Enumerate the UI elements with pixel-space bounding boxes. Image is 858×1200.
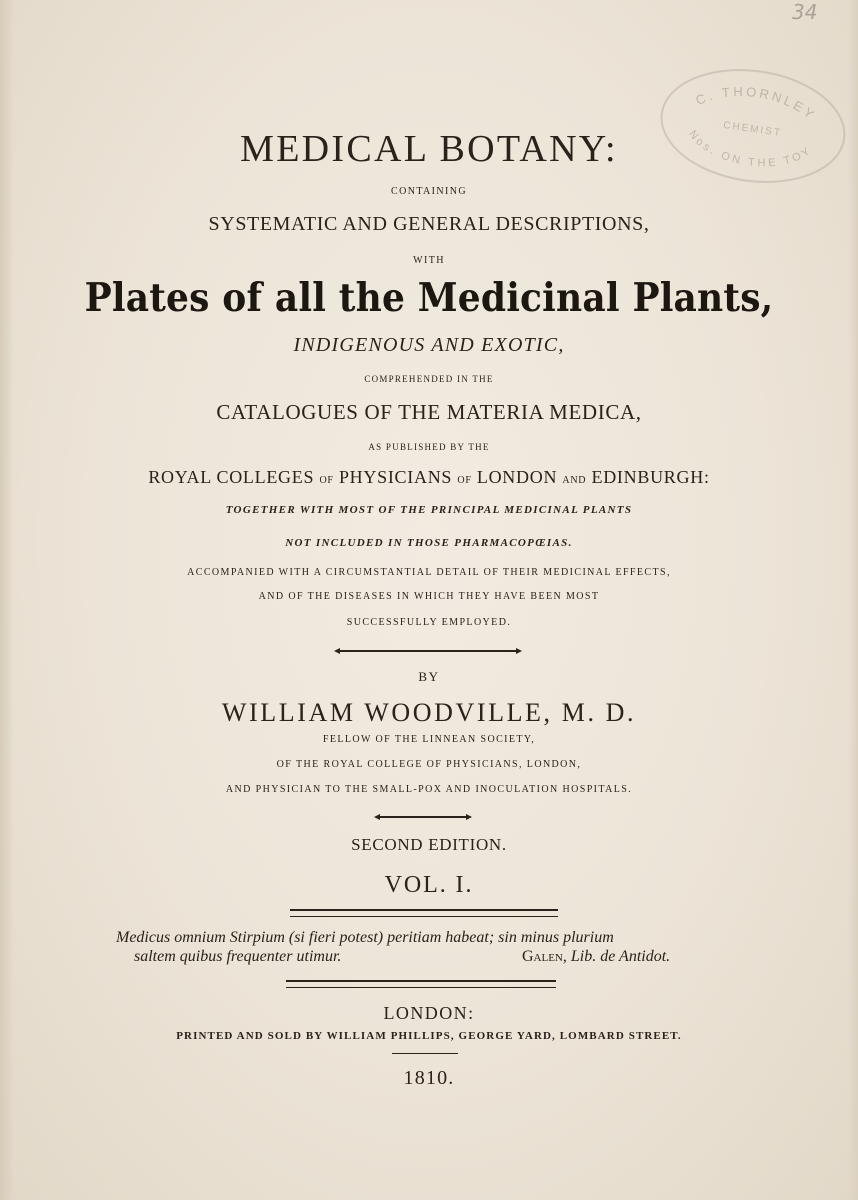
colleges-of: OF [457,475,472,486]
colleges-edinburgh: EDINBURGH: [591,467,710,487]
attribution-work: Lib. de Antidot. [570,948,671,965]
year-line: 1810. [403,1067,455,1089]
volume-line: VOL. I. [384,872,474,898]
catalogues-line: CATALOGUES OF THE MATERIA MEDICA, [216,400,642,424]
pencil-mark: 34 [792,0,818,24]
college-line: OF THE ROYAL COLLEGE OF PHYSICIANS, LONDON, [276,759,582,770]
quote-line-2: saltem quibus frequenter utimur. [134,948,342,965]
colleges-and: AND [562,475,587,486]
quote-line-1: Medicus omnium Stirpium (si fieri potest) peritiam habeat; sin minus plurium [116,929,614,946]
comprehended-line: COMPREHENDED IN THE [364,374,494,384]
book-title: MEDICAL BOTANY: [240,128,618,170]
double-rule [286,980,556,988]
published-line: AS PUBLISHED BY THE [368,442,490,452]
colleges-royal: ROYAL COLLEGES [148,467,315,487]
edition-line: SECOND EDITION. [351,835,507,854]
containing-label: CONTAINING [391,186,467,197]
accompanied-line-3: SUCCESSFULLY EMPLOYED. [346,617,512,628]
stamp-line2: CHEMIST [722,119,783,140]
printer-line: PRINTED AND SOLD BY WILLIAM PHILLIPS, GEORGE YARD, LOMBARD STREET. [176,1030,682,1042]
accompanied-line-1: ACCOMPANIED WITH A CIRCUMSTANTIAL DETAIL OF THEIR MEDICINAL EFFECTS, [187,567,671,578]
attribution-name: Galen, [522,948,567,965]
double-rule [290,909,558,917]
ornamental-rule [340,650,516,652]
descriptions-line: SYSTEMATIC AND GENERAL DESCRIPTIONS, [208,213,650,235]
fellow-line: FELLOW OF THE LINNEAN SOCIETY, [322,734,536,745]
with-label: WITH [413,255,445,266]
physician-line: AND PHYSICIAN TO THE SMALL-POX AND INOCULATION HOSPITALS. [225,784,633,795]
plates-line: Plates of all the Medicinal Plants, [84,275,774,321]
colleges-london: LONDON [476,467,558,487]
stamp-line1: C. THORNLEY [693,84,820,124]
library-stamp [653,58,853,195]
by-label: BY [418,669,440,684]
accompanied-line-2: AND OF THE DISEASES IN WHICH THEY HAVE BEEN MOST [258,591,600,602]
not-included-line: NOT INCLUDED IN THOSE PHARMACOPŒIAS. [285,537,573,549]
stamp-line3: Nos. ON THE TOY [686,128,815,170]
svg-text:C. THORNLEY [692,76,822,124]
colleges-physicians: PHYSICIANS [338,467,453,487]
colleges-of: OF [319,475,334,486]
city-line: LONDON: [383,1003,475,1023]
together-line: TOGETHER WITH MOST OF THE PRINCIPAL MEDICINAL PLANTS [225,504,633,516]
ornamental-rule [380,816,466,818]
short-rule [392,1053,458,1054]
author-name: WILLIAM WOODVILLE, M. D. [221,698,637,727]
colleges-line [0,468,858,486]
indigenous-line: INDIGENOUS AND EXOTIC, [293,334,565,356]
quote-attribution [522,948,670,966]
